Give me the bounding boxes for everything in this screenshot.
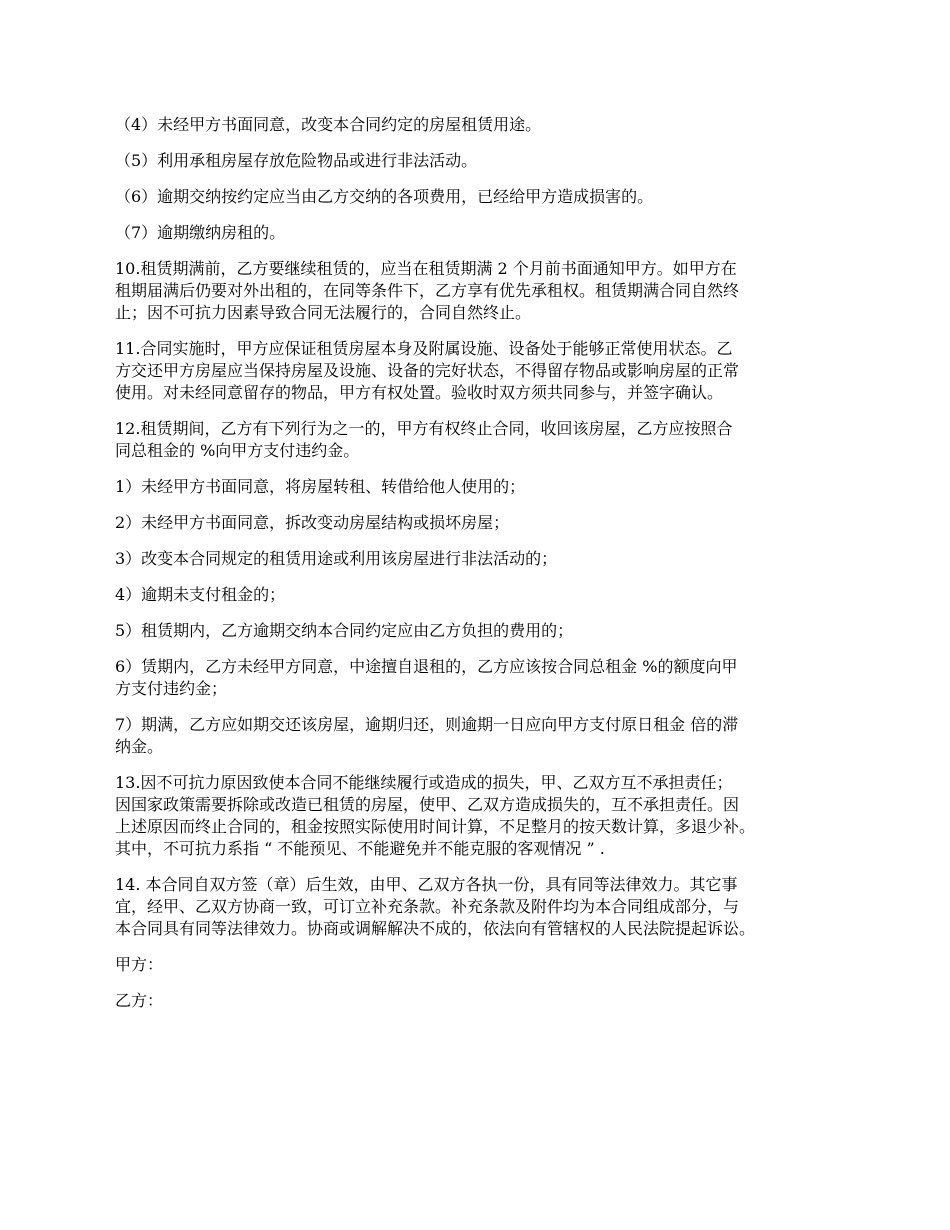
text-line: 同总租金的 %向甲方支付违约金。 [115,441,360,460]
text-line: （6）逾期交纳按约定应当由乙方交纳的各项费用，已经给甲方造成损害的。 [115,187,654,206]
text-line: 使用。对未经同意留存的物品，甲方有权处置。验收时双方须共同参与，并签字确认。 [115,383,724,402]
paragraph [115,620,850,642]
text-line: （5）利用承租房屋存放危险物品或进行非法活动。 [115,151,478,170]
text-line: 14. 本合同自双方签（章）后生效，由甲、乙双方各执一份，具有同等法律效力。其它事 [115,875,738,894]
paragraph [115,656,850,700]
text-line: 乙方： [115,991,164,1010]
text-line: 宜，经甲、乙双方协商一致，可订立补充条款。补充条款及附件均为本合同组成部分，与 [115,897,740,916]
text-line: 纳金。 [115,737,164,756]
text-line: 3）改变本合同规定的租赁用途或利用该房屋进行非法活动的； [115,549,558,568]
text-line: 6）赁期内，乙方未经甲方同意，中途擅自退租的，乙方应该按合同总租金 %的额度向甲 [115,657,738,676]
text-line: （7）逾期缴纳房租的。 [115,223,286,242]
paragraph [115,548,850,570]
paragraph [115,954,850,976]
text-line: 5）租赁期内，乙方逾期交纳本合同约定应由乙方负担的费用的； [115,621,574,640]
paragraph [115,150,850,172]
text-line: （4）未经甲方书面同意，改变本合同约定的房屋租赁用途。 [115,115,542,134]
paragraph [115,258,850,324]
paragraph [115,222,850,244]
text-line: 2）未经甲方书面同意，拆改变动房屋结构或损坏房屋； [115,513,510,532]
paragraph [115,114,850,136]
paragraph [115,338,850,404]
text-line: 1）未经甲方书面同意，将房屋转租、转借给他人使用的； [115,477,526,496]
document-body [115,114,850,1026]
paragraph [115,990,850,1012]
paragraph [115,714,850,758]
text-line: 止；因不可抗力因素导致合同无法履行的，合同自然终止。 [115,303,532,322]
text-line: 4）逾期未支付租金的； [115,585,286,604]
text-line: 本合同具有同等法律效力。协商或调解解决不成的，依法向有管辖权的人民法院提起诉讼。 [115,919,756,938]
text-line: 甲方： [115,955,164,974]
paragraph [115,874,850,940]
paragraph [115,476,850,498]
paragraph [115,186,850,208]
text-line: 10.租赁期满前，乙方要继续租赁的，应当在租赁期满 2 个月前书面通知甲方。如甲方在 [115,259,737,278]
paragraph [115,512,850,534]
text-line: 租期届满后仍要对外出租的，在同等条件下，乙方享有优先承租权。租赁期满合同自然终 [115,281,740,300]
text-line: 13.因不可抗力原因致使本合同不能继续履行或造成的损失，甲、乙双方互不承担责任； [115,773,733,792]
text-line: 7）期满，乙方应如期交还该房屋，逾期归还，则逾期一日应向甲方支付原日租金 倍的滞 [115,715,739,734]
text-line: 方交还甲方房屋应当保持房屋及设施、设备的完好状态，不得留存物品或影响房屋的正常 [115,361,740,380]
text-line: 11.合同实施时，甲方应保证租赁房屋本身及附属设施、设备处于能够正常使用状态。乙 [115,339,733,358]
text-line: 12.租赁期间，乙方有下列行为之一的，甲方有权终止合同，收回该房屋，乙方应按照合 [115,419,733,438]
paragraph [115,584,850,606]
text-line: 方支付违约金； [115,679,228,698]
text-line: 上述原因而终止合同的，租金按照实际使用时间计算，不足整月的按天数计算，多退少补。 [115,817,756,836]
paragraph [115,772,850,860]
text-line: 因国家政策需要拆除或改造已租赁的房屋，使甲、乙双方造成损失的，互不承担责任。因 [115,795,740,814]
paragraph [115,418,850,462]
text-line: 其中，不可抗力系指 “ 不能预见、不能避免并不能克服的客观情况 ” . [115,839,605,858]
